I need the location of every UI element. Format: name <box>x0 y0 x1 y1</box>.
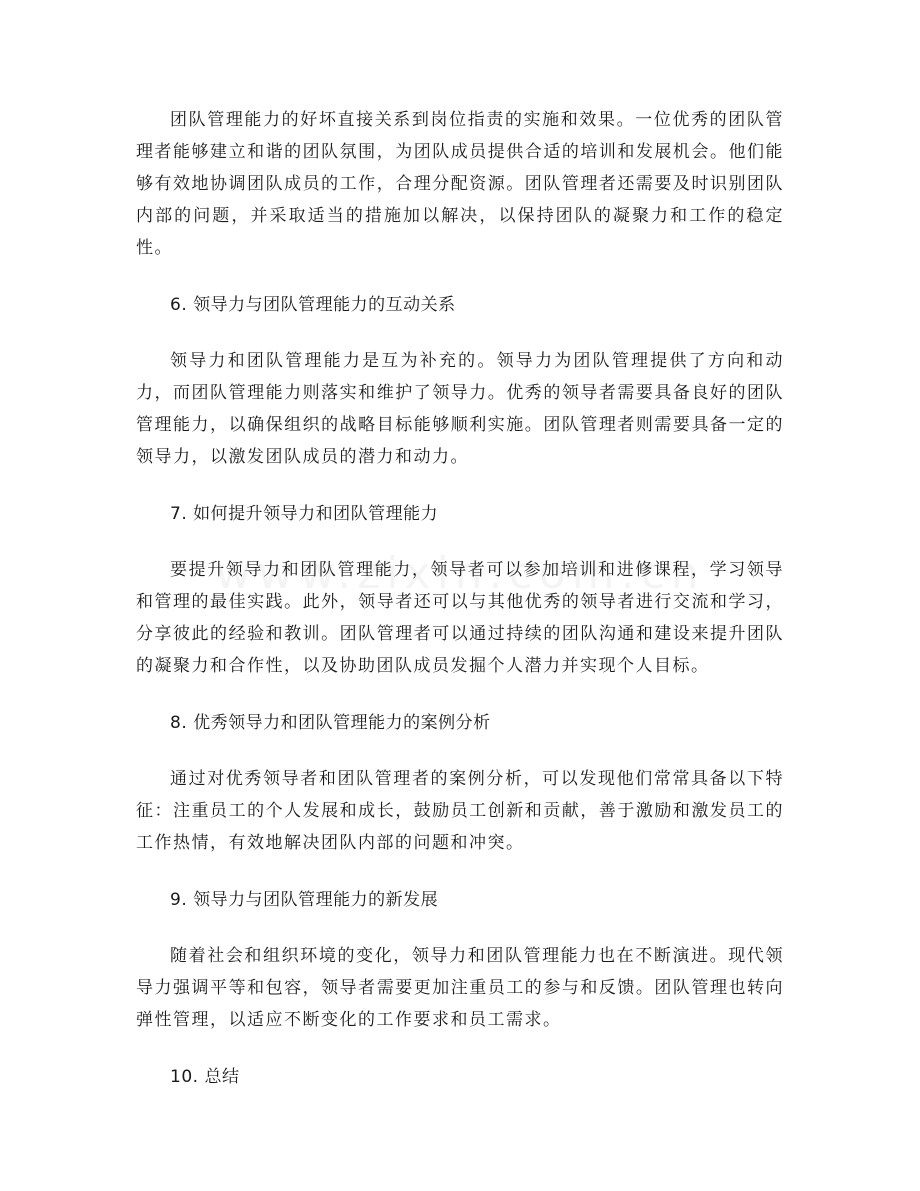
section-heading-7: 7. 如何提升领导力和团队管理能力 <box>170 504 439 524</box>
paragraph-team-management-impact: 团队管理能力的好坏直接关系到岗位指责的实施和效果。一位优秀的团队管理者能够建立和谐的团队氛围，为团队成员提供合适的培训和发展机会。他们能够有效地协调团队成员的工作，合理分配资源。团队管理者还需要及时识别团队内部的问题，并采取适当的措施加以解决，以保持团队的凝聚力和工作的稳定性。 <box>136 110 784 258</box>
paragraph-interaction: 领导力和团队管理能力是互为补充的。领导力为团队管理提供了方向和动力，而团队管理能力则落实和维护了领导力。优秀的领导者需要具备良好的团队管理能力，以确保组织的战略目标能够顺利实施。团队管理者则需要具备一定的领导力，以激发团队成员的潜力和动力。 <box>136 351 784 467</box>
section-heading-8: 8. 优秀领导力和团队管理能力的案例分析 <box>170 713 491 733</box>
paragraph-improvement: 要提升领导力和团队管理能力，领导者可以参加培训和进修课程，学习领导和管理的最佳实践。此外，领导者还可以与其他优秀的领导者进行交流和学习，分享彼此的经验和教训。团队管理者可以通过持续的团队沟通和建设来提升团队的凝聚力和合作性，以及协助团队成员发掘个人潜力并实现个人目标。 <box>136 560 784 676</box>
section-heading-9: 9. 领导力与团队管理能力的新发展 <box>170 890 439 910</box>
paragraph-case-analysis: 通过对优秀领导者和团队管理者的案例分析，可以发现他们常常具备以下特征：注重员工的个人发展和成长，鼓励员工创新和贡献，善于激励和激发员工的工作热情，有效地解决团队内部的问题和冲突。 <box>136 769 784 853</box>
document-body <box>136 104 784 1093</box>
section-heading-6: 6. 领导力与团队管理能力的互动关系 <box>170 295 456 315</box>
paragraph-new-development: 随着社会和组织环境的变化，领导力和团队管理能力也在不断演进。现代领导力强调平等和包容，领导者需要更加注重员工的参与和反馈。团队管理也转向弹性管理，以适应不断变化的工作要求和员工需求。 <box>136 946 784 1030</box>
section-heading-10: 10. 总结 <box>170 1067 240 1087</box>
